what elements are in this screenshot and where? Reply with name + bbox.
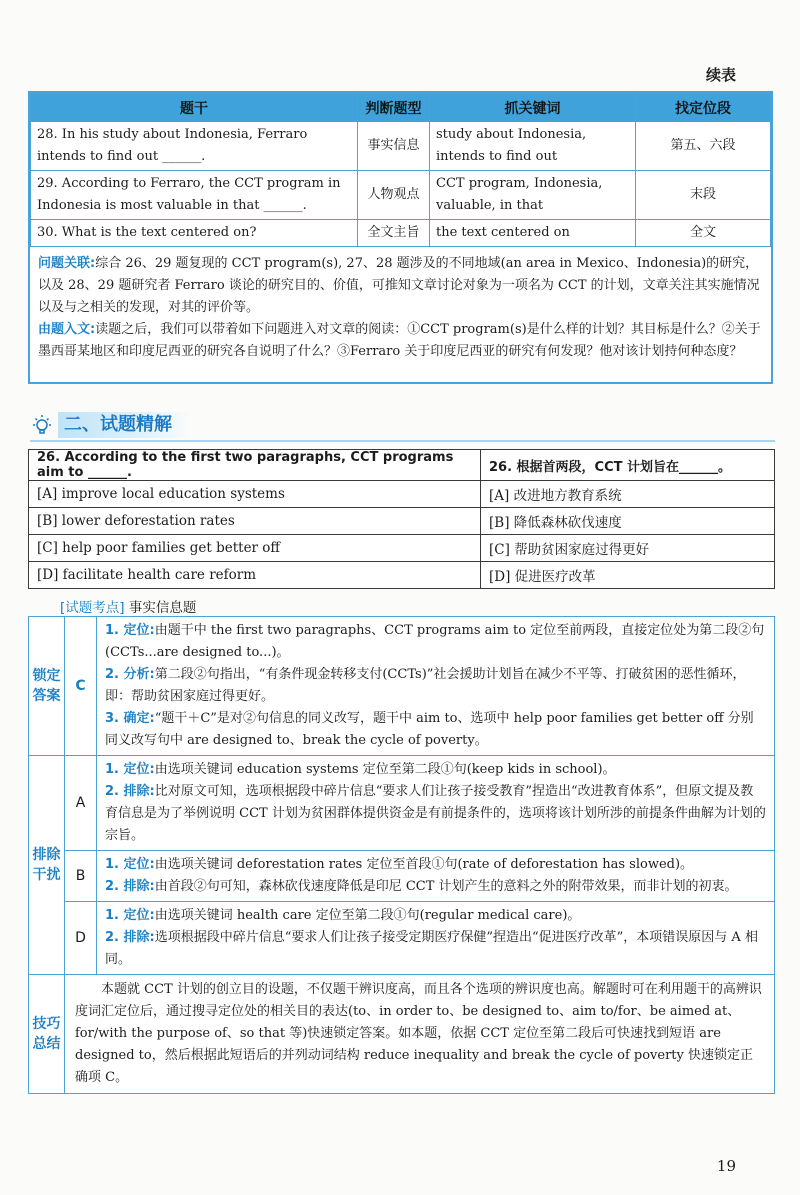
- row-stem: 28. In his study about Indonesia, Ferraro intends to find out ______.: [31, 122, 358, 171]
- row-type: 全文主旨: [358, 220, 430, 247]
- exclusion-explanation: 1. 定位:由选项关键词 education systems 定位至第二段①句(keep kids in school)。 2. 排除:比对原文可知，选项根据段中碎片信息“要求人们让孩子接受教育”捏造出“改进教育体系”，但原文提及教育信息是为了举例说明 CCT 计划为贫困群体提供资金是有前提条件的，选项将该计划所涉的前提条件曲解为计划的宗旨。: [97, 756, 775, 851]
- exclusion-option: B: [65, 851, 97, 902]
- tip-text: 本题就 CCT 计划的创立目的设题，不仅题干辨识度高，而且各个选项的辨识度也高。解题时可在利用题干的高辨识度词汇定位后，通过搜寻定位处的相关目的表达(to、in order to、be designed to、aim to/for、be aimed at、for/with the purpose of、so that 等)快速锁定答案。如本题，依据 CCT 定位至第二段后可快速找到短语 are designed to，然后根据此短语后的并列动词结构 reduce inequality and break the cycle of poverty 快速锁定正确项 C。: [65, 975, 775, 1094]
- row-stem: 29. According to Ferraro, the CCT program in Indonesia is most valuable in that ______.: [31, 171, 358, 220]
- question-kind: [60, 596, 196, 616]
- question-stem-zh: 26. 根据首两段，CCT 计划旨在______。: [481, 450, 775, 481]
- enter-text-label: 由题入文:: [38, 322, 96, 337]
- exclusion-row: [29, 902, 775, 975]
- header-stem: 题干: [31, 94, 358, 122]
- option-b-zh: [B] 降低森林砍伐速度: [481, 508, 775, 535]
- row-locate: 全文: [636, 220, 771, 247]
- notes-block: [38, 253, 763, 363]
- table-row: [31, 171, 771, 220]
- answer-letter: C: [65, 617, 97, 756]
- option-row: [29, 535, 775, 562]
- option-d-zh: [D] 促进医疗改革: [481, 562, 775, 589]
- table-row: [31, 220, 771, 247]
- enter-text-body: 读题之后，我们可以带着如下问题进入对文章的阅读：①CCT program(s)是什么样的计划？其目标是什么？②关于墨西哥某地区和印度尼西亚的研究各自说明了什么？③Ferraro 关于印度尼西亚的研究有何发现？他对该计划持何种态度？: [38, 322, 761, 359]
- tip-label: 技巧总结: [29, 975, 65, 1094]
- header-type: 判断题型: [358, 94, 430, 122]
- option-a-zh: [A] 改进地方教育系统: [481, 481, 775, 508]
- tip-row: [29, 975, 775, 1094]
- section-header: [30, 412, 775, 442]
- option-a-en: [A] improve local education systems: [29, 481, 481, 508]
- enter-text-paragraph: [38, 319, 763, 363]
- question-preview-box: [28, 91, 773, 384]
- question-kind-value: 事实信息题: [128, 600, 197, 616]
- option-c-en: [C] help poor families get better off: [29, 535, 481, 562]
- option-row: [29, 562, 775, 589]
- row-type: 事实信息: [358, 122, 430, 171]
- row-locate: 第五、六段: [636, 122, 771, 171]
- option-row: [29, 508, 775, 535]
- row-keywords: the text centered on: [430, 220, 636, 247]
- continued-label: 续表: [705, 66, 736, 84]
- row-keywords: CCT program, Indonesia, valuable, in that: [430, 171, 636, 220]
- section-title: 二、试题精解: [58, 412, 190, 438]
- answer-explanation: 1. 定位:由题干中 the first two paragraphs、CCT programs aim to 定位至前两段，直接定位处为第二段②句(CCTs...are designed to...)。 2. 分析:第二段②句指出，“有条件现金转移支付(CCTs)”社会援助计划旨在减少不平等、打破贫困的恶性循环，即：帮助贫困家庭过得更好。 3. 确定:“题干＋C”是对②句信息的同义改写，题干中 aim to、选项中 help poor families get better off 分别同义改写句中 are designed to、break the cycle of poverty。: [97, 617, 775, 756]
- row-stem: 30. What is the text centered on?: [31, 220, 358, 247]
- question-stem-en: 26. According to the first two paragraphs, CCT programs aim to ______.: [29, 450, 481, 481]
- exclusion-option: A: [65, 756, 97, 851]
- row-type: 人物观点: [358, 171, 430, 220]
- exclusion-row: [29, 756, 775, 851]
- exclusion-option: D: [65, 902, 97, 975]
- question-table: [28, 449, 775, 589]
- question-link-paragraph: [38, 253, 763, 319]
- question-kind-label: [试题考点]: [60, 600, 125, 616]
- exclude-label: 排除干扰: [29, 756, 65, 975]
- page-number: 19: [716, 1157, 736, 1175]
- answer-row: [29, 617, 775, 756]
- exclusion-explanation: 1. 定位:由选项关键词 deforestation rates 定位至首段①句(rate of deforestation has slowed)。 2. 排除:由首段②句可知，森林砍伐速度降低是印尼 CCT 计划产生的意料之外的附带效果，而非计划的初衷。: [97, 851, 775, 902]
- option-b-en: [B] lower deforestation rates: [29, 508, 481, 535]
- analysis-table: [28, 616, 775, 1094]
- option-c-zh: [C] 帮助贫困家庭过得更好: [481, 535, 775, 562]
- table-row: [31, 122, 771, 171]
- exclusion-explanation: 1. 定位:由选项关键词 health care 定位至第二段①句(regular medical care)。 2. 排除:选项根据段中碎片信息“要求人们让孩子接受定期医疗保健”捏造出“促进医疗改革”，本项错误原因与 A 相同。: [97, 902, 775, 975]
- header-locate: 找定位段: [636, 94, 771, 122]
- lightbulb-icon: [30, 414, 54, 438]
- table-header-row: [31, 94, 771, 122]
- lock-answer-label: 锁定答案: [29, 617, 65, 756]
- question-preview-table: [30, 93, 771, 247]
- question-stem-row: [29, 450, 775, 481]
- option-d-en: [D] facilitate health care reform: [29, 562, 481, 589]
- question-link-label: 问题关联:: [38, 256, 96, 271]
- option-row: [29, 481, 775, 508]
- row-locate: 末段: [636, 171, 771, 220]
- row-keywords: study about Indonesia, intends to find out: [430, 122, 636, 171]
- question-link-text: 综合 26、29 题复现的 CCT program(s), 27、28 题涉及的不同地域(an area in Mexico、Indonesia)的研究，以及 28、29 题研究者 Ferraro 谈论的研究目的、价值，可推知文章讨论对象为一项名为 CCT 的计划，文章关注其实施情况以及与之相关的发现，对其的评价等。: [38, 256, 760, 315]
- header-keywords: 抓关键词: [430, 94, 636, 122]
- exclusion-row: [29, 851, 775, 902]
